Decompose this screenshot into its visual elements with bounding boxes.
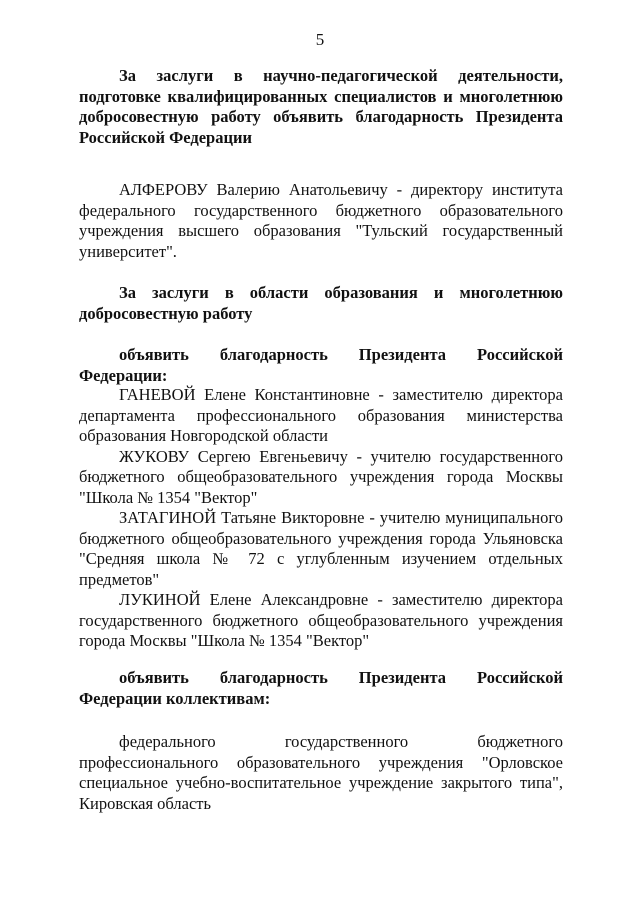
heading-merits-education: За заслуги в области образования и многолетнюю добросовестную работу <box>79 283 563 323</box>
collective-entry: федерального государственного бюджетного профессионального образовательного учреждения "Орловское специальное учебно-воспитательное учреждение закрытого типа", Кировская область <box>79 732 563 813</box>
heading-collectives: объявить благодарность Президента Российской Федерации коллективам: <box>79 668 563 708</box>
page-number: 5 <box>315 30 325 49</box>
person-list <box>79 385 563 652</box>
heading-merits-science-pedagogy: За заслуги в научно-педагогической деятельности, подготовке квалифицированных специалистов и многолетнюю добросовестную работу объявить благодарность Президента Российской Федерации <box>79 66 563 147</box>
person-entry: ГАНЕВОЙ Елене Константиновне - заместителю директора департамента профессионального образования министерства образования Новгородской области <box>79 385 563 445</box>
person-entry: ЛУКИНОЙ Елене Александровне - заместителю директора государственного бюджетного общеобразовательного учреждения города Москвы "Школа № 1354 "Вектор" <box>79 590 563 650</box>
award-alferov: АЛФЕРОВУ Валерию Анатольевичу - директору института федерального государственного бюджетного образовательного учреждения высшего образования "Тульский государственный университет". <box>79 180 563 261</box>
person-entry: ЖУКОВУ Сергею Евгеньевичу - учителю государственного бюджетного общеобразовательного учреждения города Москвы "Школа № 1354 "Вектор" <box>79 446 563 507</box>
subheading-gratitude: объявить благодарность Президента Российской Федерации: <box>79 345 563 385</box>
person-entry: ЗАТАГИНОЙ Татьяне Викторовне - учителю муниципального бюджетного общеобразовательного учреждения города Ульяновска "Средняя школа № 72 с углубленным изучением отдельных предметов" <box>79 508 563 589</box>
